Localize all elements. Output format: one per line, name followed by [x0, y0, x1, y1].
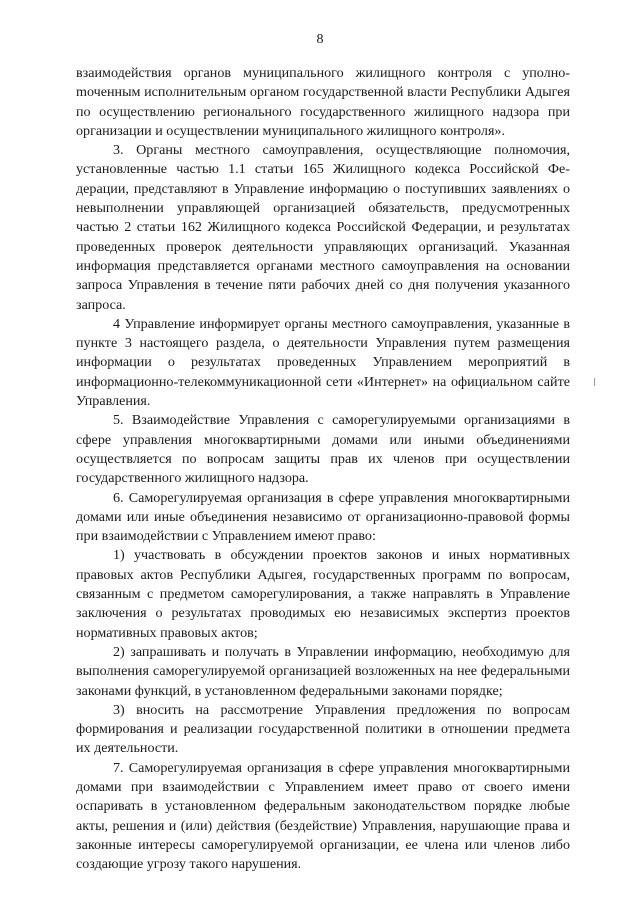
document-body	[76, 64, 570, 874]
paragraph-item-6: 6. Саморегулируемая организация в сфере управления многоквартирными домами или иные объединения независимо от организационно-правовой формы при взаимодействии с Управлением имеют право:	[76, 489, 570, 545]
page-number: 8	[316, 32, 324, 47]
paragraph-subitem-3: 3) вносить на рассмотрение Управления предложения по вопросам формирования и реализации государственной политики в отношении предмета их деятельности.	[76, 701, 570, 757]
paragraph-item-3: 3. Органы местного самоуправления, осуществляющие полномочия, установленные частью 1.1 статьи 165 Жилищного кодекса Российской Федерации, представляют в Управление информацию о поступивших заявлениях о невыполнении управляющей организацией обязательств, предусмотренных частью 2 статьи 162 Жилищного кодекса Российской Федерации, и результатах проведенных проверок деятельности управляющих организаций. Указанная информация представляется органами местного самоуправления на основании запроса Управления в течение пяти рабочих дней со дня получения указанного запроса.	[76, 142, 570, 313]
paragraph-subitem-1: 1) участвовать в обсуждении проектов законов и иных нормативных правовых актов Республики Адыгея, государственных программ по вопросам, связанным с предметом саморегулирования, а также направлять в Управление заключения о результатах проводимых ею независимых экспертиз проектов нормативных правовых актов;	[76, 547, 570, 641]
paragraph-item-5: 5. Взаимодействие Управления с саморегулируемыми организациями в сфере управления многоквартирными домами или иными объединениями осуществляется по вопросам защиты прав их членов при осуществлении государственного жилищного надзора.	[76, 412, 570, 487]
margin-mark	[594, 378, 595, 386]
paragraph-item-7: 7. Саморегулируемая организация в сфере управления многоквартирными домами при взаимодействии с Управлением имеет право от своего имени оспаривать в установленном федеральным законодательством порядке любые акты, решения и (или) действия (бездействие) Управления, нарушающие права и законные интересы саморегулируемой организации, ее члена или членов либо создающие угрозу такого нарушения.	[76, 759, 570, 873]
paragraph-subitem-2: 2) запрашивать и получать в Управлении информацию, необходимую для выполнения саморегулируемой организацией возложенных на нее федеральными законами функций, в установленном федеральными законами порядке;	[76, 643, 570, 699]
paragraph-continuation: взаимодействия органов муниципального жилищного контроля с уполноmоченным исполнительным органом государственной власти Республики Адыгея по осуществлению регионального государственного жилищного надзора при организации и осуществлении муниципального жилищного контроля».	[76, 65, 570, 139]
paragraph-item-4: 4 Управление информирует органы местного самоуправления, указанные в пункте 3 настоящего раздела, о деятельности Управления путем размещения информации о результатах проведенных Управлением мероприятий в информационно-телекоммуникационной сети «Интернет» на официальном сайте Управления.	[76, 315, 570, 410]
